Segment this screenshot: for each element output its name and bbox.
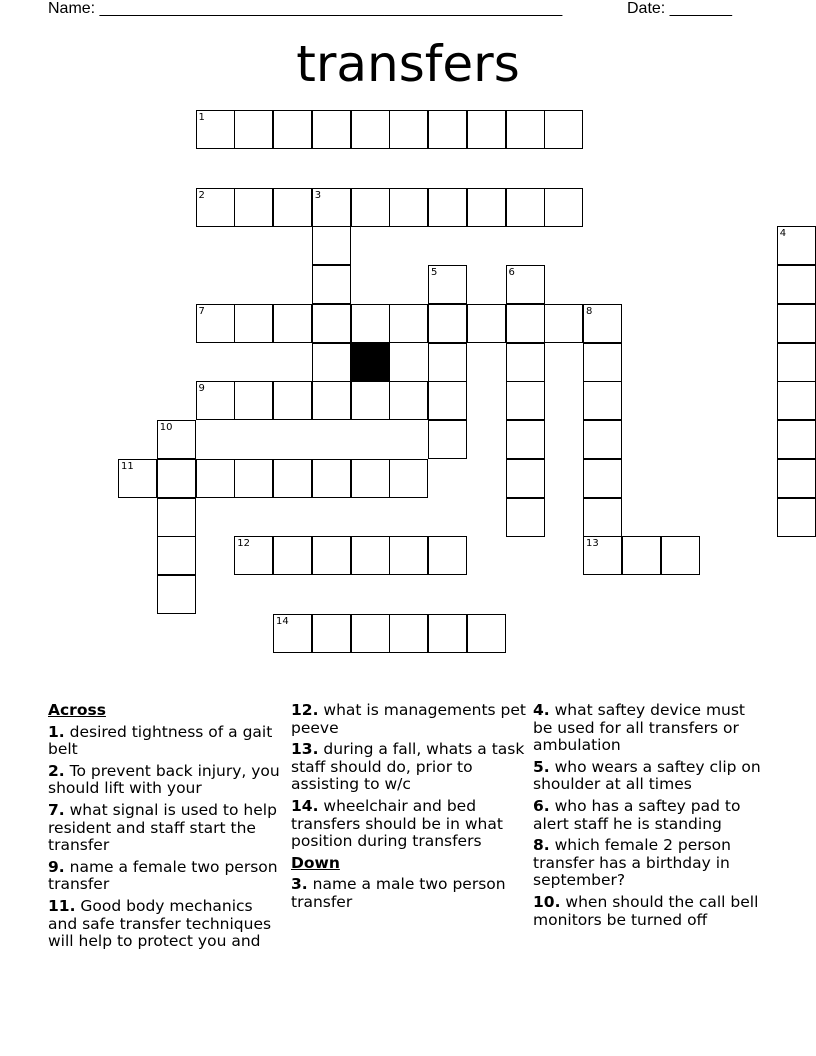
grid-cell[interactable] [389, 459, 428, 498]
grid-cell[interactable] [196, 110, 235, 149]
grid-cell[interactable] [428, 614, 467, 653]
grid-cell[interactable] [777, 381, 816, 420]
grid-cell[interactable] [351, 110, 390, 149]
grid-cell[interactable] [157, 498, 196, 537]
grid-cell[interactable] [312, 381, 351, 420]
grid-cell[interactable] [157, 459, 196, 498]
grid-cell[interactable] [351, 304, 390, 343]
clue-across-2: 2. To prevent back injury, you should lift with your [48, 761, 280, 798]
grid-cell[interactable] [506, 459, 545, 498]
date-field-label: Date: _______ [627, 0, 732, 17]
grid-cell[interactable] [428, 110, 467, 149]
grid-cell[interactable] [312, 226, 351, 265]
grid-cell[interactable] [622, 536, 661, 575]
grid-cell[interactable] [389, 381, 428, 420]
grid-cell[interactable] [777, 304, 816, 343]
grid-cell[interactable] [777, 420, 816, 459]
grid-cell[interactable] [506, 188, 545, 227]
grid-cell[interactable] [312, 614, 351, 653]
grid-cell[interactable] [583, 536, 622, 575]
grid-cell[interactable] [661, 536, 700, 575]
grid-cell[interactable] [544, 188, 583, 227]
grid-cell[interactable] [234, 459, 273, 498]
clue-number: 13 [586, 538, 599, 550]
grid-cell[interactable] [777, 265, 816, 304]
grid-cell[interactable] [506, 498, 545, 537]
clue-number: 1 [198, 112, 205, 123]
clue-number: 9 [198, 383, 205, 395]
clues-column-3 [533, 702, 769, 933]
grid-cell[interactable] [273, 459, 312, 498]
grid-cell[interactable] [506, 265, 545, 304]
grid-cell[interactable] [351, 459, 390, 498]
clue-across-13: 13. during a fall, whats a task staff should do, prior to assisting to w/c [291, 740, 525, 794]
grid-cell[interactable] [234, 536, 273, 575]
clue-across-9: 9. name a female two person transfer [48, 857, 278, 894]
grid-cell[interactable] [777, 343, 816, 382]
clue-number: 11 [121, 460, 134, 472]
clue-number: 4 [779, 228, 787, 240]
grid-cell[interactable] [273, 536, 312, 575]
grid-cell[interactable] [389, 188, 428, 227]
grid-cell[interactable] [312, 304, 351, 343]
grid-cell[interactable] [234, 381, 273, 420]
grid-cell[interactable] [118, 459, 157, 498]
grid-cell[interactable] [273, 614, 312, 653]
clue-number: 2 [198, 189, 205, 201]
grid-cell[interactable] [777, 226, 816, 265]
grid-cell[interactable] [583, 420, 622, 459]
grid-cell[interactable] [312, 265, 351, 304]
clue-across-1: 1. desired tightness of a gait belt [48, 722, 273, 759]
clue-number: 14 [276, 615, 289, 627]
grid-cell[interactable] [428, 265, 467, 304]
grid-cell[interactable] [467, 110, 506, 149]
clue-across-14: 14. wheelchair and bed transfers should be in what position during transfers [291, 796, 503, 851]
grid-cell[interactable] [506, 304, 545, 343]
grid-cell[interactable] [506, 343, 545, 382]
grid-cell[interactable] [273, 304, 312, 343]
clue-down-6: 6. who has a saftey pad to alert staff he is standing [533, 796, 741, 833]
grid-cell[interactable] [428, 536, 467, 575]
grid-cell[interactable] [351, 536, 390, 575]
grid-cell[interactable] [234, 188, 273, 227]
clue-number: 6 [508, 267, 515, 278]
grid-cell[interactable] [196, 188, 235, 227]
grid-cell[interactable] [428, 343, 467, 382]
clue-number: 3 [314, 189, 322, 201]
grid-cell[interactable] [506, 381, 545, 420]
grid-cell[interactable] [351, 381, 390, 420]
grid-cell[interactable] [273, 110, 312, 149]
grid-cell[interactable] [234, 304, 273, 343]
grid-cell[interactable] [583, 343, 622, 382]
grid-cell[interactable] [544, 110, 583, 149]
grid-cell[interactable] [312, 459, 351, 498]
grid-cell[interactable] [312, 110, 351, 149]
grid-cell[interactable] [234, 110, 273, 149]
grid-cell[interactable] [196, 381, 235, 420]
puzzle-title: transfers [296, 35, 520, 93]
grid-cell[interactable] [506, 110, 545, 149]
grid-cell[interactable] [312, 536, 351, 575]
clue-number: 5 [431, 267, 438, 278]
grid-cell[interactable] [777, 459, 816, 498]
clue-across-11: 11. Good body mechanics and safe transfer techniques will help to protect you and [48, 896, 272, 951]
grid-cell[interactable] [312, 188, 351, 227]
grid-cell[interactable] [428, 304, 467, 343]
grid-cell[interactable] [544, 304, 583, 343]
grid-cell[interactable] [157, 575, 196, 614]
clues-column-2 [291, 702, 527, 916]
grid-cell[interactable] [312, 343, 351, 382]
grid-cell[interactable] [157, 536, 196, 575]
clue-across-7: 7. what signal is used to help resident and staff start the transfer [48, 800, 277, 855]
grid-cell[interactable] [428, 188, 467, 227]
grid-cell[interactable] [428, 381, 467, 420]
clue-number: 8 [586, 305, 593, 317]
grid-cell[interactable] [351, 614, 390, 653]
grid-cell[interactable] [583, 459, 622, 498]
clue-number: 12 [237, 538, 250, 550]
clue-across-12: 12. what is managements pet peeve [291, 701, 527, 737]
grid-cell[interactable] [467, 304, 506, 343]
grid-cell[interactable] [196, 304, 235, 343]
clues-column-1 [48, 702, 284, 955]
clue-down-4: 4. what saftey device must be used for all transfers or ambulation [533, 701, 746, 755]
grid-cell[interactable] [506, 420, 545, 459]
grid-cell[interactable] [351, 188, 390, 227]
grid-cell[interactable] [389, 110, 428, 149]
grid-cell[interactable] [273, 381, 312, 420]
grid-cell[interactable] [389, 614, 428, 653]
grid-cell[interactable] [273, 188, 312, 227]
grid-cell[interactable] [389, 536, 428, 575]
clue-down-10: 10. when should the call bell monitors be turned off [533, 892, 759, 929]
clue-number: 10 [159, 422, 173, 433]
name-field-label: Name: ____________________________________________________ [48, 0, 563, 17]
clue-down-5: 5. who wears a saftey clip on shoulder at all times [533, 757, 761, 794]
grid-cell[interactable] [157, 420, 196, 459]
grid-cell[interactable] [583, 498, 622, 537]
clue-number: 7 [198, 305, 205, 317]
grid-cell[interactable] [428, 420, 467, 459]
grid-cell[interactable] [583, 304, 622, 343]
grid-cell[interactable] [467, 188, 506, 227]
grid-cell[interactable] [196, 459, 235, 498]
clue-down-8: 8. which female 2 person transfer has a birthday in september? [533, 836, 731, 890]
down-heading: Down [291, 853, 340, 872]
grid-cell[interactable] [467, 614, 506, 653]
grid-cell[interactable] [777, 498, 816, 537]
grid-cell[interactable] [389, 304, 428, 343]
across-heading: Across [48, 701, 106, 719]
clue-down-3: 3. name a male two person transfer [291, 875, 506, 911]
black-square [351, 343, 390, 382]
grid-cell[interactable] [583, 381, 622, 420]
